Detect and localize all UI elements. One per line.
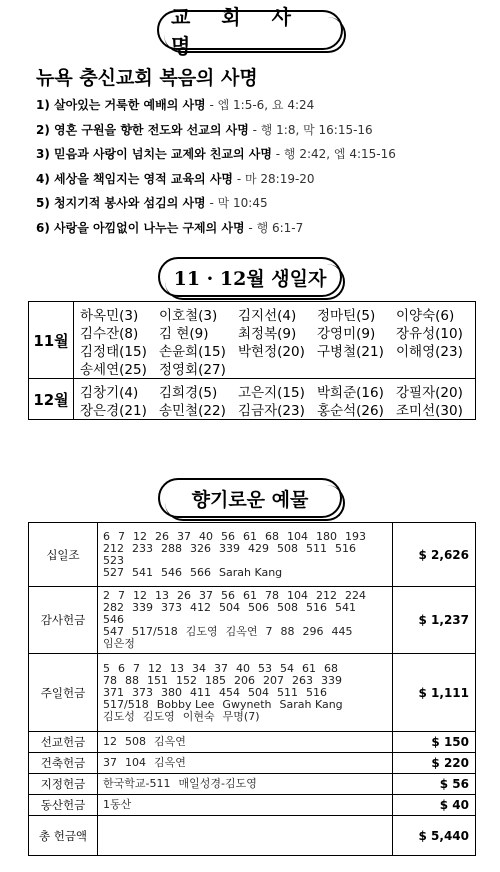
birthday-name: 조미선(30) bbox=[396, 403, 463, 419]
offering-entry: 506 bbox=[248, 601, 269, 614]
mission-text: 3) 믿음과 사랑이 넘치는 교제와 친교의 사명 bbox=[36, 147, 272, 162]
offering-entry: 김옥연 bbox=[225, 625, 258, 638]
offering-line bbox=[103, 687, 387, 699]
offering-entry: 61 bbox=[243, 529, 257, 543]
offering-amount: $ 1,237 bbox=[393, 587, 476, 654]
offering-entry: 37 bbox=[199, 589, 213, 602]
birthday-title: 11 · 12월 생일자 bbox=[158, 257, 342, 297]
offering-entry: Bobby Lee bbox=[156, 697, 215, 711]
offering-entry: 206 bbox=[234, 673, 255, 687]
offering-entry: 445 bbox=[331, 625, 353, 638]
offering-entry: 527 bbox=[103, 565, 124, 579]
offering-entry: 26 bbox=[155, 529, 169, 543]
offering-row bbox=[29, 795, 476, 816]
mission-item bbox=[36, 96, 396, 121]
offering-entry: 2 bbox=[103, 589, 110, 602]
offering-amount: $ 1,111 bbox=[393, 654, 476, 732]
offering-entry: 151 bbox=[147, 673, 168, 687]
offering-line bbox=[103, 757, 387, 769]
birthday-month-row bbox=[29, 302, 476, 379]
birthday-name: 박희준(16) bbox=[317, 385, 384, 401]
birthday-name: 장유성(10) bbox=[396, 326, 463, 342]
offering-line bbox=[103, 602, 387, 626]
birthday-name-row bbox=[80, 358, 475, 376]
offering-entry: 288 bbox=[161, 541, 182, 555]
offering-entry: 김옥연 bbox=[154, 756, 186, 769]
offering-details bbox=[98, 523, 393, 587]
offering-entry: 54 bbox=[280, 661, 294, 675]
offering-entry: 511 bbox=[277, 685, 298, 699]
offering-entry: 371 bbox=[103, 685, 124, 699]
offering-label: 선교헌금 bbox=[29, 732, 98, 753]
month-label: 12월 bbox=[29, 379, 74, 420]
offering-entry: 212 bbox=[316, 589, 337, 602]
offering-entry: 511 bbox=[306, 541, 327, 555]
offering-entry: 263 bbox=[292, 673, 313, 687]
offering-entry: 429 bbox=[248, 541, 269, 555]
mission-list bbox=[36, 96, 396, 244]
birthday-name: 박현정(20) bbox=[238, 344, 305, 360]
offering-details bbox=[98, 732, 393, 753]
birthday-table bbox=[28, 301, 476, 420]
offering-entry: 546 bbox=[103, 613, 124, 626]
offering-entry: 12 bbox=[148, 661, 162, 675]
offering-entry: 411 bbox=[190, 685, 211, 699]
offering-entry: 78 bbox=[103, 673, 117, 687]
offering-entry: 508 bbox=[277, 601, 298, 614]
offering-entry: 185 bbox=[205, 673, 226, 687]
offering-entry: 7 bbox=[118, 589, 125, 602]
offering-entry: 53 bbox=[258, 661, 272, 675]
offering-entry: 339 bbox=[219, 541, 240, 555]
offering-entry: 78 bbox=[265, 589, 279, 602]
offering-entry: 180 bbox=[316, 529, 337, 543]
offering-entry: 516 bbox=[306, 685, 327, 699]
mission-reference: - 막 10:45 bbox=[205, 196, 268, 211]
offering-amount: $ 150 bbox=[393, 732, 476, 753]
offering-entry: 김도성 bbox=[103, 709, 135, 723]
offering-entry: 68 bbox=[324, 661, 338, 675]
offering-entry: 566 bbox=[190, 565, 211, 579]
offering-entry: 12 bbox=[133, 529, 147, 543]
offering-amount: $ 40 bbox=[393, 795, 476, 816]
birthday-name: 김희경(5) bbox=[159, 385, 218, 401]
offering-entry: 104 bbox=[287, 589, 308, 602]
offering-row bbox=[29, 816, 476, 856]
offering-entry: 40 bbox=[199, 529, 213, 543]
mission-reference: - 엡 1:5-6, 요 4:24 bbox=[205, 98, 315, 112]
birthday-name: 구병철(21) bbox=[317, 344, 384, 360]
birthday-name: 김금자(23) bbox=[238, 403, 305, 419]
offering-entry: 339 bbox=[321, 673, 342, 687]
birthday-name: 정마틴(5) bbox=[317, 308, 376, 324]
offering-entry: 6 bbox=[118, 661, 125, 675]
offering-label: 지정헌금 bbox=[29, 774, 98, 795]
birthday-name: 강필자(20) bbox=[396, 385, 463, 401]
offering-entry: 한국학교-511 bbox=[103, 777, 171, 790]
offering-entry: 김도영 bbox=[142, 709, 175, 723]
birthday-month-row bbox=[29, 379, 476, 420]
offering-entry: 12 bbox=[103, 735, 117, 748]
offering-entry: 516 bbox=[306, 601, 327, 614]
offering-label: 주일헌금 bbox=[29, 654, 98, 732]
birthday-name: 김창기(4) bbox=[80, 385, 139, 401]
offering-entry: 193 bbox=[345, 529, 366, 543]
mission-text: 6) 사랑을 아낌없이 나누는 구제의 사명 bbox=[36, 220, 245, 235]
mission-reference: - 행 1:8, 막 16:15-16 bbox=[248, 122, 373, 137]
birthday-name: 고은지(15) bbox=[238, 385, 305, 401]
offering-entry: 61 bbox=[243, 589, 257, 602]
offering-line bbox=[103, 531, 387, 543]
offering-details bbox=[98, 774, 393, 795]
birthday-name: 김 현(9) bbox=[159, 326, 209, 342]
mission-item bbox=[36, 121, 396, 146]
offering-entry: 212 bbox=[103, 541, 124, 555]
birthday-name bbox=[238, 358, 317, 376]
offering-row bbox=[29, 523, 476, 587]
offering-line bbox=[103, 736, 387, 748]
offering-entry: 412 bbox=[190, 601, 211, 614]
birthday-name: 손윤희(15) bbox=[159, 344, 226, 360]
birthday-name: 하옥민(3) bbox=[80, 308, 139, 324]
offering-entry: 380 bbox=[161, 685, 182, 699]
offering-entry: 373 bbox=[161, 601, 182, 614]
offering-entry: 6 bbox=[103, 529, 110, 543]
offering-entry: Sarah Kang bbox=[219, 565, 283, 579]
birthday-name: 송민철(22) bbox=[159, 403, 226, 419]
offering-line bbox=[103, 626, 387, 638]
offering-entry: Gwyneth bbox=[222, 697, 272, 711]
offering-entry: 517/518 bbox=[103, 697, 149, 711]
mission-text: 2) 영혼 구원을 향한 전도와 선교의 사명 bbox=[36, 122, 249, 137]
offering-entry: 7 bbox=[265, 625, 273, 638]
offering-table bbox=[28, 522, 476, 856]
mission-text: 5) 청지기적 봉사와 섬김의 사명 bbox=[36, 196, 206, 211]
offering-line bbox=[103, 567, 387, 579]
offering-amount: $ 220 bbox=[393, 753, 476, 774]
offering-line bbox=[103, 799, 387, 811]
offering-row bbox=[29, 587, 476, 654]
mission-heading: 뉴욕 충신교회 복음의 사명 bbox=[36, 67, 258, 89]
offering-label: 총 헌금액 bbox=[29, 816, 98, 856]
offering-entry: 508 bbox=[277, 541, 298, 555]
offering-label: 십일조 bbox=[29, 523, 98, 587]
mission-text: 4) 세상을 책임지는 영적 교육의 사명 bbox=[36, 171, 234, 186]
offering-entry: 61 bbox=[302, 661, 316, 675]
offering-entry: 104 bbox=[287, 529, 308, 543]
birthday-name-row bbox=[80, 399, 475, 417]
offering-entry: 김옥연 bbox=[154, 735, 186, 748]
birthday-name: 이해영(23) bbox=[396, 344, 463, 360]
birthday-name: 이양숙(6) bbox=[396, 308, 455, 324]
offering-entry: 326 bbox=[190, 541, 211, 555]
offering-entry: 546 bbox=[161, 565, 182, 579]
offering-entry: 88 bbox=[125, 673, 139, 687]
month-label: 11월 bbox=[29, 302, 74, 379]
offering-entry: 88 bbox=[280, 625, 295, 638]
offering-amount: $ 56 bbox=[393, 774, 476, 795]
mission-reference: - 마 28:19-20 bbox=[233, 171, 315, 186]
birthday-name: 홍순석(26) bbox=[317, 403, 384, 419]
offering-entry: 7 bbox=[133, 661, 140, 675]
offering-entry: 이현숙 bbox=[182, 709, 215, 723]
offering-details bbox=[98, 795, 393, 816]
offering-details bbox=[98, 587, 393, 654]
offering-row bbox=[29, 654, 476, 732]
birthday-name-row bbox=[80, 304, 475, 322]
birthday-name: 강영미(9) bbox=[317, 326, 376, 342]
offering-entry: 13 bbox=[155, 589, 169, 602]
offering-entry: 68 bbox=[265, 529, 279, 543]
offering-label: 건축헌금 bbox=[29, 753, 98, 774]
birthday-name: 김수잔(8) bbox=[80, 326, 139, 342]
birthday-name-row bbox=[80, 381, 475, 399]
offering-entry: 56 bbox=[221, 589, 235, 602]
birthday-name-row bbox=[80, 322, 475, 340]
offering-details bbox=[98, 654, 393, 732]
offering-entry: 523 bbox=[103, 553, 124, 567]
offering-entry: 547 bbox=[103, 625, 124, 638]
offering-entry: 34 bbox=[192, 661, 206, 675]
offering-entry: 40 bbox=[236, 661, 250, 675]
offering-amount: $ 5,440 bbox=[393, 816, 476, 856]
offering-line bbox=[103, 663, 387, 675]
offering-details bbox=[98, 816, 393, 856]
offering-label: 감사헌금 bbox=[29, 587, 98, 654]
offering-entry: 282 bbox=[103, 601, 124, 614]
offering-amount: $ 2,626 bbox=[393, 523, 476, 587]
offering-entry: 504 bbox=[248, 685, 269, 699]
offering-entry: 37 bbox=[103, 756, 117, 769]
offering-row bbox=[29, 732, 476, 753]
mission-item bbox=[36, 194, 396, 219]
birthday-name-row bbox=[80, 340, 475, 358]
offering-entry: 12 bbox=[133, 589, 147, 602]
birthday-name: 정영회(27) bbox=[159, 362, 226, 378]
offering-entry: 454 bbox=[219, 685, 240, 699]
offering-row bbox=[29, 753, 476, 774]
offering-entry: 김도영 bbox=[185, 625, 218, 638]
offering-entry: 7 bbox=[118, 529, 125, 543]
offering-entry: 13 bbox=[170, 661, 184, 675]
birthday-name: 최정복(9) bbox=[238, 326, 297, 342]
offering-line bbox=[103, 699, 387, 711]
offering-entry: 37 bbox=[214, 661, 228, 675]
offering-label: 동산헌금 bbox=[29, 795, 98, 816]
offering-entry: 339 bbox=[132, 601, 153, 614]
offering-entry: 541 bbox=[132, 565, 153, 579]
offering-line bbox=[103, 675, 387, 687]
offering-entry: 임은정 bbox=[103, 637, 135, 650]
offering-entry: 56 bbox=[221, 529, 235, 543]
mission-text: 1) 살아있는 거룩한 예배의 사명 bbox=[36, 98, 206, 112]
birthday-names bbox=[74, 379, 476, 420]
offering-entry: Sarah Kang bbox=[279, 697, 343, 711]
church-mission-title: 교 회 사 명 bbox=[157, 10, 343, 50]
mission-reference: - 행 6:1-7 bbox=[244, 220, 304, 235]
offering-row bbox=[29, 774, 476, 795]
offering-entry: 516 bbox=[335, 541, 356, 555]
offering-entry: 37 bbox=[177, 529, 191, 543]
offering-entry: 매일성경-김도영 bbox=[178, 777, 257, 790]
offering-line bbox=[103, 711, 387, 723]
offering-entry: 5 bbox=[103, 661, 110, 675]
mission-item bbox=[36, 145, 396, 170]
mission-item bbox=[36, 219, 396, 244]
birthday-names bbox=[74, 302, 476, 379]
mission-reference: - 행 2:42, 엡 4:15-16 bbox=[271, 147, 396, 162]
offering-entry: 152 bbox=[176, 673, 197, 687]
offering-entry: 296 bbox=[302, 625, 324, 638]
offering-entry: 504 bbox=[219, 601, 240, 614]
offering-entry: 508 bbox=[125, 735, 146, 748]
offering-entry: 224 bbox=[345, 589, 366, 602]
birthday-name: 김지선(4) bbox=[238, 308, 297, 324]
birthday-name: 이호철(3) bbox=[159, 308, 218, 324]
offering-title: 향기로운 예물 bbox=[158, 478, 342, 518]
offering-line bbox=[103, 543, 387, 567]
birthday-name bbox=[396, 358, 475, 376]
mission-item bbox=[36, 170, 396, 195]
offering-entry: 26 bbox=[177, 589, 191, 602]
offering-entry: 233 bbox=[132, 541, 153, 555]
offering-entry: 541 bbox=[335, 601, 356, 614]
offering-entry: 104 bbox=[125, 756, 146, 769]
birthday-name: 장은경(21) bbox=[80, 403, 147, 419]
birthday-name: 송세연(25) bbox=[80, 362, 147, 378]
birthday-name bbox=[317, 358, 396, 376]
offering-line bbox=[103, 638, 387, 650]
offering-entry: 373 bbox=[132, 685, 153, 699]
offering-details bbox=[98, 753, 393, 774]
offering-entry: 무명(7) bbox=[222, 709, 260, 723]
offering-line bbox=[103, 778, 387, 790]
offering-entry: 517/518 bbox=[132, 625, 178, 638]
birthday-name: 김정태(15) bbox=[80, 344, 147, 360]
offering-entry: 1동산 bbox=[103, 798, 132, 811]
offering-entry: 207 bbox=[263, 673, 284, 687]
